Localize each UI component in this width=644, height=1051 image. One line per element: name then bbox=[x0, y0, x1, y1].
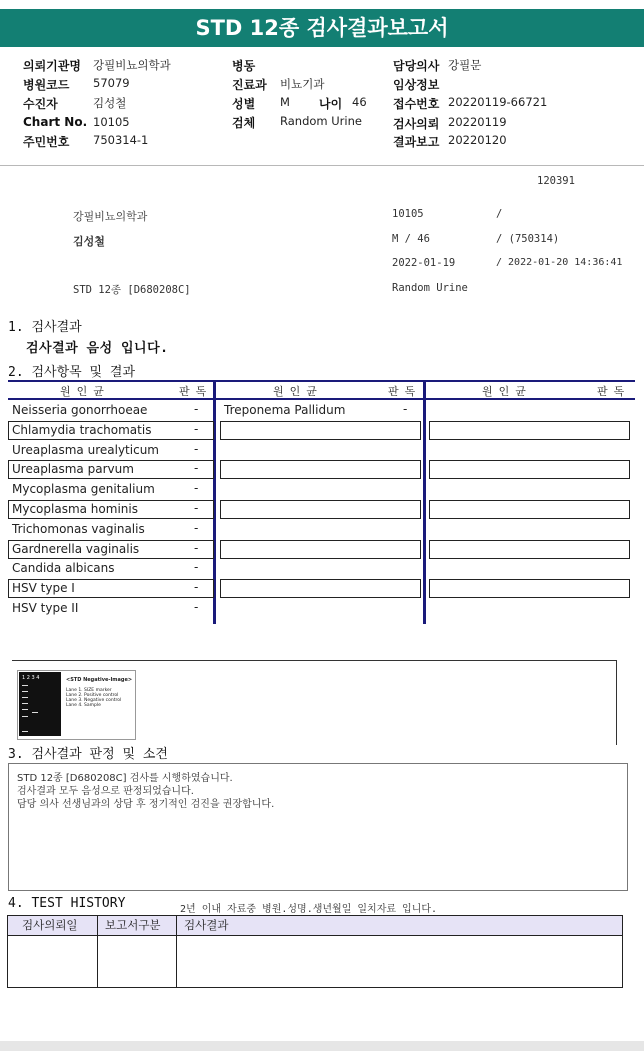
gel-lane-numbers: 1 2 3 4 bbox=[22, 675, 40, 681]
gel-band bbox=[22, 716, 28, 717]
chart-value: 10105 bbox=[93, 115, 130, 129]
section2-title: 2. 검사항목 및 결과 bbox=[8, 365, 136, 380]
patient-date: 2022-01-19 bbox=[392, 257, 456, 269]
patient-chart: 10105 bbox=[392, 208, 424, 220]
gel-band bbox=[22, 691, 28, 692]
gel-band bbox=[32, 712, 38, 713]
organism-result: - bbox=[194, 442, 199, 456]
receipt-value: 20220119-66721 bbox=[448, 95, 548, 109]
patient-specimen: Random Urine bbox=[392, 282, 468, 294]
organism-name: Gardnerella vaginalis bbox=[12, 542, 140, 556]
history-col-result: 검사결과 bbox=[184, 918, 229, 932]
sex-label: 성별 bbox=[232, 97, 256, 111]
institution-label: 의뢰기관명 bbox=[23, 59, 81, 73]
patient-slash: / bbox=[496, 208, 503, 220]
institution-value: 강필비뇨의학과 bbox=[93, 58, 171, 72]
organism-name: Mycoplasma hominis bbox=[12, 502, 138, 516]
gel-caption: <STD Negative-Image> bbox=[66, 677, 133, 683]
organism-name: Treponema Pallidum bbox=[224, 403, 346, 417]
table-top-rule bbox=[8, 380, 635, 382]
organism-result: - bbox=[194, 560, 199, 574]
organism-result: - bbox=[403, 402, 408, 416]
section3-title: 3. 검사결과 판정 및 소견 bbox=[8, 747, 168, 762]
patient-test-name: STD 12종 [D680208C] bbox=[73, 284, 191, 296]
report-value: 20220120 bbox=[448, 133, 507, 147]
result-row-box bbox=[220, 540, 421, 559]
specimen-value: Random Urine bbox=[280, 114, 362, 128]
gel-legend-1: Lane 1. SIZE marker bbox=[66, 688, 112, 693]
gel-band bbox=[22, 697, 28, 698]
ward-label: 병동 bbox=[232, 59, 256, 73]
result-row-box bbox=[429, 460, 630, 479]
organism-name: HSV type II bbox=[12, 601, 79, 615]
result-row-box bbox=[220, 500, 421, 519]
history-col-report-type: 보고서구분 bbox=[105, 918, 161, 932]
organism-result: - bbox=[194, 461, 199, 475]
receipt-label: 접수번호 bbox=[393, 97, 440, 111]
patient-clinic: 강필비뇨의학과 bbox=[73, 210, 148, 223]
gel-photo bbox=[19, 672, 61, 736]
history-column-divider bbox=[97, 916, 98, 987]
doctor-label: 담당의사 bbox=[393, 59, 440, 73]
specimen-label: 검체 bbox=[232, 116, 256, 130]
dept-label: 진료과 bbox=[232, 78, 267, 92]
footer-strip bbox=[0, 1041, 644, 1051]
history-col-request-date: 검사의뢰일 bbox=[22, 918, 78, 932]
request-value: 20220119 bbox=[448, 115, 507, 129]
request-label: 검사의뢰 bbox=[393, 117, 440, 131]
organism-result: - bbox=[194, 402, 199, 416]
ssn-label: 주민번호 bbox=[23, 135, 70, 149]
report-label: 결과보고 bbox=[393, 135, 440, 149]
patient-birth: / (750314) bbox=[496, 233, 560, 245]
gel-band bbox=[22, 703, 28, 704]
hospital-code-value: 57079 bbox=[93, 76, 130, 90]
organism-name: HSV type I bbox=[12, 581, 75, 595]
organism-name: Trichomonas vaginalis bbox=[12, 522, 145, 536]
organism-result: - bbox=[194, 521, 199, 535]
gel-legend-4: Lane 4. Sample bbox=[66, 703, 101, 708]
history-table-header bbox=[8, 916, 622, 936]
organism-result: - bbox=[194, 501, 199, 515]
doctor-value: 강필문 bbox=[448, 58, 482, 72]
result-row-box bbox=[429, 579, 630, 598]
organism-result: - bbox=[194, 541, 199, 555]
result-row-box bbox=[429, 540, 630, 559]
opinion-line-1: STD 12종 [D680208C] 검사를 시행하였습니다. bbox=[17, 773, 233, 784]
history-column-divider bbox=[176, 916, 177, 987]
col1-header-result: 판독 bbox=[179, 385, 213, 398]
organism-result: - bbox=[194, 600, 199, 614]
ssn-value: 750314-1 bbox=[93, 133, 149, 147]
organism-result: - bbox=[194, 481, 199, 495]
organism-name: Ureaplasma parvum bbox=[12, 462, 134, 476]
result-row-box bbox=[429, 421, 630, 440]
col1-header-organism: 원인균 bbox=[60, 385, 110, 398]
section1-title: 1. 검사결과 bbox=[8, 320, 82, 335]
col3-header-organism: 원인균 bbox=[482, 385, 532, 398]
patient-report-datetime: / 2022-01-20 14:36:41 bbox=[496, 257, 623, 268]
history-table bbox=[7, 915, 623, 988]
organism-name: Chlamydia trachomatis bbox=[12, 423, 152, 437]
gel-legend-2: Lane 2. Positive control bbox=[66, 693, 119, 698]
opinion-line-3: 담당 의사 선생님과의 상담 후 정기적인 검진을 권장합니다. bbox=[17, 799, 275, 810]
organism-name: Neisseria gonorrhoeae bbox=[12, 403, 148, 417]
table-column-divider bbox=[423, 381, 426, 624]
organism-result: - bbox=[194, 580, 199, 594]
gel-band bbox=[22, 709, 28, 710]
result-row-box bbox=[220, 421, 421, 440]
section4-title: 4. TEST HISTORY bbox=[8, 896, 126, 911]
gel-band bbox=[22, 731, 28, 732]
patient-sex-age: M / 46 bbox=[392, 233, 430, 245]
col3-header-result: 판독 bbox=[597, 385, 631, 398]
chart-label: Chart No. bbox=[23, 115, 88, 129]
report-title: STD 12종 검사결과보고서 bbox=[0, 9, 644, 47]
sex-value: M bbox=[280, 95, 290, 109]
hospital-code-label: 병원코드 bbox=[23, 78, 70, 92]
gel-band bbox=[22, 685, 28, 686]
age-value: 46 bbox=[352, 95, 367, 109]
result-row-box bbox=[220, 460, 421, 479]
header-divider bbox=[0, 165, 644, 166]
clinical-label: 임상정보 bbox=[393, 78, 440, 92]
patient-value: 김성철 bbox=[93, 96, 127, 110]
gel-legend-3: Lane 3. Negative control bbox=[66, 698, 122, 703]
patient-code: 120391 bbox=[537, 175, 575, 187]
organism-name: Mycoplasma genitalium bbox=[12, 482, 155, 496]
patient-name: 김성철 bbox=[73, 235, 105, 248]
history-note: 2년 이내 자료중 병원.성명.생년월일 일치자료 입니다. bbox=[180, 904, 438, 915]
result-row-box bbox=[429, 500, 630, 519]
result-row-box bbox=[220, 579, 421, 598]
col2-header-organism: 원인균 bbox=[273, 385, 323, 398]
organism-name: Ureaplasma urealyticum bbox=[12, 443, 159, 457]
patient-label: 수진자 bbox=[23, 97, 58, 111]
opinion-line-2: 검사결과 모두 음성으로 판정되었습니다. bbox=[17, 786, 194, 797]
overall-result: 검사결과 음성 입니다. bbox=[26, 341, 169, 356]
organism-name: Candida albicans bbox=[12, 561, 115, 575]
age-label: 나이 bbox=[319, 97, 343, 111]
col2-header-result: 판독 bbox=[388, 385, 422, 398]
organism-result: - bbox=[194, 422, 199, 436]
dept-value: 비뇨기과 bbox=[280, 77, 325, 91]
